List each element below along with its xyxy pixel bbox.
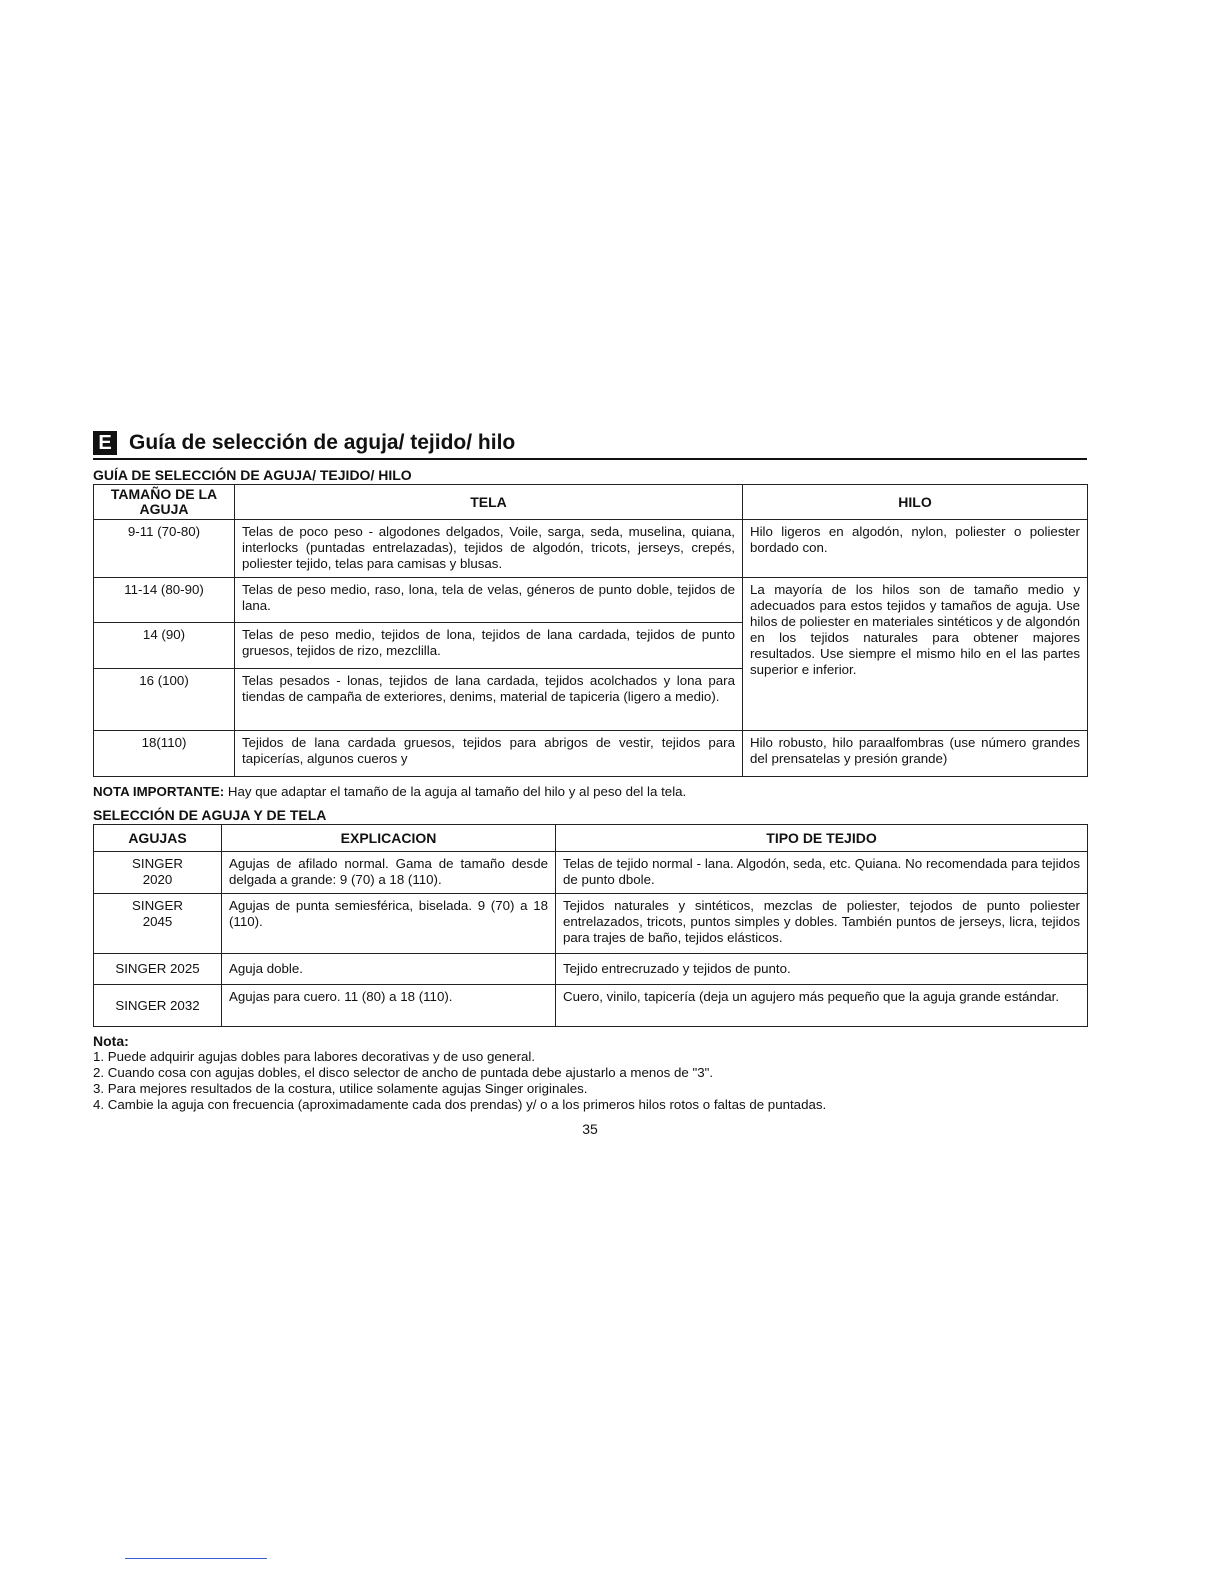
table-row: [94, 852, 1088, 894]
explanation-cell: Aguja doble.: [222, 954, 556, 985]
list-item: 4. Cambie la aguja con frecuencia (aproximadamente cada dos prendas) y/ o a los primeros hilos rotos o faltas de puntadas.: [93, 1097, 827, 1112]
list-item: 3. Para mejores resultados de la costura, utilice solamente agujas Singer originales.: [93, 1081, 588, 1096]
fabric-cell: Telas de poco peso - algodones delgados, Voile, sarga, seda, muselina, quiana, interlocks (puntadas entrelazadas), tejidos de algodón, tricots, jerseys, crepés, poliester tejido, telas para camisas y blusas.: [235, 520, 743, 578]
fabric-cell: Tejidos de lana cardada gruesos, tejidos para abrigos de vestir, tejidos para tapicerías, algunos cueros y: [235, 731, 743, 777]
header-thread: HILO: [743, 485, 1088, 520]
list-item: 1. Puede adquirir agujas dobles para labores decorativas y de uso general.: [93, 1049, 536, 1064]
important-note-text: Hay que adaptar el tamaño de la aguja al tamaño del hilo y al peso del la tela.: [224, 784, 687, 799]
table-row: [94, 578, 1088, 623]
needle-size-cell: 9-11 (70-80): [94, 520, 235, 578]
important-note-label: NOTA IMPORTANTE:: [93, 784, 225, 799]
section-heading: [93, 428, 1087, 460]
section-title: Guía de selección de aguja/ tejido/ hilo: [129, 431, 516, 454]
explanation-cell: Agujas para cuero. 11 (80) a 18 (110).: [222, 985, 556, 1027]
needle-size-cell: 16 (100): [94, 669, 235, 731]
table-row: [94, 894, 1088, 954]
manual-page: [93, 428, 1087, 1137]
explanation-cell: Agujas de afilado normal. Gama de tamaño desde delgada a grande: 9 (70) a 18 (110).: [222, 852, 556, 894]
table2-caption: SELECCIÓN DE AGUJA Y DE TELA: [93, 807, 327, 823]
table1-header-row: [94, 485, 1088, 520]
table-row: [94, 985, 1088, 1027]
fabric-type-cell: Tejido entrecruzado y tejidos de punto.: [556, 954, 1088, 985]
table-row: [94, 954, 1088, 985]
thread-cell: Hilo ligeros en algodón, nylon, poliester o poliester bordado con.: [743, 520, 1088, 578]
explanation-cell: Agujas de punta semiesférica, biselada. 9 (70) a 18 (110).: [222, 894, 556, 954]
notes-heading: Nota:: [93, 1033, 129, 1049]
fabric-cell: Telas de peso medio, tejidos de lona, tejidos de lana cardada, tejidos de punto gruesos, tejidos de rizo, mezclilla.: [235, 623, 743, 669]
thread-cell: Hilo robusto, hilo paraalfombras (use número grandes del prensatelas y presión grande): [743, 731, 1088, 777]
header-needle-size: TAMAÑO DE LA AGUJA: [94, 485, 235, 520]
notes-list: [93, 1049, 1087, 1113]
fabric-type-cell: Cuero, vinilo, tapicería (deja un agujero más pequeño que la aguja grande estándar.: [556, 985, 1088, 1027]
needle-model-cell: SINGER 2020: [94, 852, 222, 894]
header-fabric: TELA: [235, 485, 743, 520]
needle-size-cell: 11-14 (80-90): [94, 578, 235, 623]
fabric-type-cell: Tejidos naturales y sintéticos, mezclas de poliester, tejodos de punto poliester entrelazados, tricots, puntos simples y dobles. También puntos de jerseys, licra, tejidos para trajes de baño, tejidos elásticos.: [556, 894, 1088, 954]
fabric-type-cell: Telas de tejido normal - lana. Algodón, seda, etc. Quiana. No recomendada para tejidos de punto dbole.: [556, 852, 1088, 894]
needle-model-cell: SINGER 2032: [94, 985, 222, 1027]
header-explanation: EXPLICACION: [222, 825, 556, 852]
important-note: [93, 783, 1087, 800]
thread-cell: La mayoría de los hilos son de tamaño medio y adecuados para estos tejidos y tamaños de aguja. Use hilos de poliester en materiales sintéticos y de algondón en los tejidos naturales para obtener majores resultados. Use siempre el mismo hilo en el las partes superior e inferior.: [743, 578, 1088, 731]
table1-caption: GUÍA DE SELECCIÓN DE AGUJA/ TEJIDO/ HILO: [93, 467, 412, 483]
needle-fabric-selection-table: [93, 824, 1088, 1027]
header-fabric-type: TIPO DE TEJIDO: [556, 825, 1088, 852]
table-row: [94, 520, 1088, 578]
list-item: 2. Cuando cosa con agujas dobles, el disco selector de ancho de puntada debe ajustarlo a menos de "3".: [93, 1065, 714, 1080]
needle-fabric-thread-table: [93, 484, 1088, 777]
header-needles: AGUJAS: [94, 825, 222, 852]
notes-section: [93, 1033, 1087, 1113]
fabric-cell: Telas de peso medio, raso, lona, tela de velas, géneros de punto doble, tejidos de lana.: [235, 578, 743, 623]
table2-header-row: [94, 825, 1088, 852]
footer-rule: [125, 1558, 267, 1559]
section-letter-badge: E: [93, 431, 117, 455]
needle-size-cell: 14 (90): [94, 623, 235, 669]
needle-size-cell: 18(110): [94, 731, 235, 777]
page-number: 35: [582, 1121, 598, 1137]
needle-model-cell: SINGER 2025: [94, 954, 222, 985]
needle-model-cell: SINGER 2045: [94, 894, 222, 954]
table-row: [94, 731, 1088, 777]
fabric-cell: Telas pesados - lonas, tejidos de lana cardada, tejidos acolchados y lona para tiendas de campaña de exteriores, denims, material de tapiceria (ligero a medio).: [235, 669, 743, 731]
